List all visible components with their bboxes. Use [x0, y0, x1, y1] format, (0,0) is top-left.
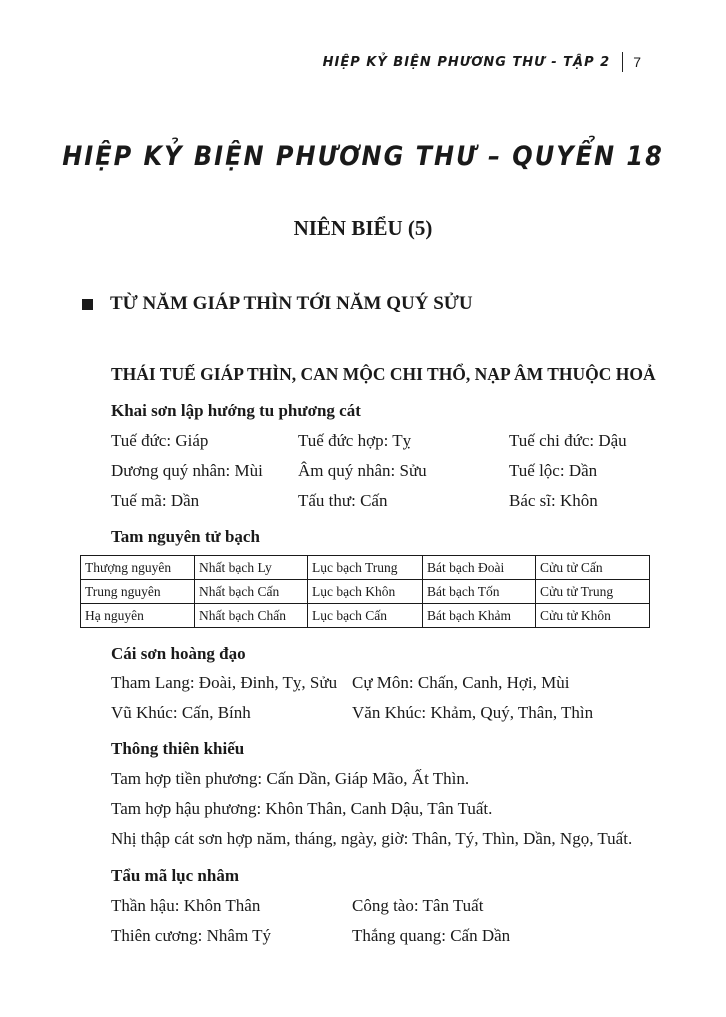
- tau-ma-heading: Tẩu mã lục nhâm: [111, 866, 239, 885]
- table-cell: Cửu tử Khôn: [536, 604, 650, 628]
- khai-son-cell: Âm quý nhân: Sửu: [298, 461, 427, 480]
- table-cell: Trung nguyên: [81, 580, 195, 604]
- table-cell: Nhất bạch Cấn: [195, 580, 308, 604]
- khai-son-cell: Tuế lộc: Dần: [509, 461, 598, 480]
- cai-son-cell: Văn Khúc: Khảm, Quý, Thân, Thìn: [352, 703, 594, 722]
- table-row: [81, 604, 650, 628]
- chapter-subtitle: NIÊN BIỂU (5): [293, 216, 433, 240]
- thong-thien-line: Tam hợp tiền phương: Cấn Dần, Giáp Mão, Ất Thìn.: [111, 769, 470, 788]
- cai-son-heading: Cái sơn hoàng đạo: [111, 644, 246, 663]
- cai-son-cell: Vũ Khúc: Cấn, Bính: [111, 703, 251, 722]
- table-cell: Hạ nguyên: [81, 604, 195, 628]
- cai-son-cell: Cự Môn: Chấn, Canh, Hợi, Mùi: [352, 673, 570, 692]
- cai-son-cell: Tham Lang: Đoài, Đinh, Tỵ, Sửu: [111, 673, 338, 692]
- table-cell: Lục bạch Trung: [308, 556, 423, 580]
- table-cell: Cửu tử Cấn: [536, 556, 650, 580]
- page-number: 7: [633, 54, 642, 70]
- table-row: [81, 580, 650, 604]
- table-cell: Thượng nguyên: [81, 556, 195, 580]
- table-cell: Nhất bạch Ly: [195, 556, 308, 580]
- section-heading-text: TỪ NĂM GIÁP THÌN TỚI NĂM QUÝ SỬU: [110, 293, 473, 314]
- table-row: [81, 556, 650, 580]
- tau-ma-cell: Thắng quang: Cấn Dần: [352, 926, 511, 945]
- square-bullet-icon: [82, 299, 93, 310]
- table-cell: Bát bạch Đoài: [423, 556, 536, 580]
- running-header: [323, 52, 642, 72]
- thong-thien-heading: Thông thiên khiếu: [111, 739, 245, 758]
- chapter-title: HIỆP KỶ BIỆN PHƯƠNG THƯ – QUYỂN 18: [62, 140, 664, 172]
- thong-thien-line: Nhị thập cát sơn hợp năm, tháng, ngày, giờ: Thân, Tý, Thìn, Dần, Ngọ, Tuất.: [111, 829, 633, 848]
- table-cell: Cửu tử Trung: [536, 580, 650, 604]
- running-title: HIỆP KỶ BIỆN PHƯƠNG THƯ - TẬP 2: [322, 54, 611, 70]
- section-heading: [82, 293, 473, 315]
- khai-son-cell: Tấu thư: Cấn: [298, 491, 388, 510]
- table-cell: Lục bạch Cấn: [308, 604, 423, 628]
- table-cell: Lục bạch Khôn: [308, 580, 423, 604]
- table-cell: Bát bạch Tốn: [423, 580, 536, 604]
- khai-son-cell: Tuế mã: Dần: [111, 491, 200, 510]
- khai-son-cell: Tuế đức hợp: Tỵ: [298, 431, 412, 450]
- header-divider: [622, 52, 623, 72]
- khai-son-heading: Khai sơn lập hướng tu phương cát: [111, 401, 361, 420]
- thong-thien-line: Tam hợp hậu phương: Khôn Thân, Canh Dậu, Tân Tuất.: [111, 799, 493, 818]
- tam-nguyen-table: [80, 555, 650, 628]
- table-cell: Nhất bạch Chấn: [195, 604, 308, 628]
- khai-son-cell: Dương quý nhân: Mùi: [111, 461, 263, 480]
- tau-ma-cell: Thiên cương: Nhâm Tý: [111, 926, 271, 945]
- tam-nguyen-heading: Tam nguyên tử bạch: [111, 527, 260, 546]
- tau-ma-cell: Thần hậu: Khôn Thân: [111, 896, 261, 915]
- khai-son-cell: Tuế đức: Giáp: [111, 431, 209, 450]
- year-heading: THÁI TUẾ GIÁP THÌN, CAN MỘC CHI THỔ, NẠP ÂM THUỘC HOẢ: [111, 364, 656, 384]
- khai-son-cell: Bác sĩ: Khôn: [509, 491, 598, 510]
- table-cell: Bát bạch Khảm: [423, 604, 536, 628]
- khai-son-cell: Tuế chi đức: Dậu: [509, 431, 627, 450]
- tau-ma-cell: Công tào: Tân Tuất: [352, 896, 484, 915]
